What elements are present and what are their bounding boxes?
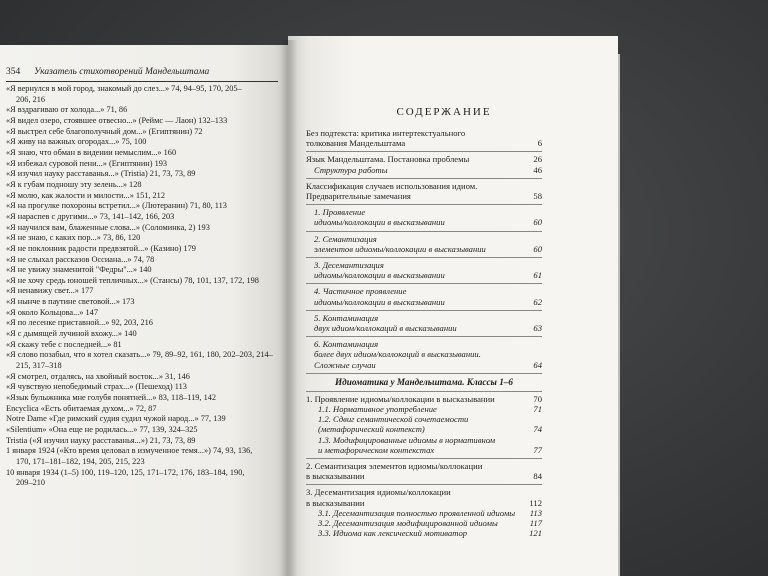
toc-entry-page: 121 [529,528,542,539]
index-entry: Tristia («Я изучил науку расставанья...») 21, 73, 73, 89 [6,435,196,445]
index-entry: «Я нараспев с другими...» 73, 141–142, 166, 203 [6,211,175,221]
index-entry: 170, 171–181–182, 194, 205, 215, 223 [16,456,145,466]
index-entry: «Я на прогулке похороны встретил...» (Лютеранин) 71, 80, 113 [6,201,227,211]
table-of-contents [306,128,542,539]
divider [306,484,542,485]
toc-entry-text: Предварительные замечания [306,191,411,202]
toc-entry-page: 6 [537,138,542,149]
toc-entry-text: (метафорический контекст) [318,424,425,435]
index-entry: «Я живу на важных огородах...» 75, 100 [6,137,147,147]
divider [306,204,542,205]
toc-entry-text: толкования Мандельштама [306,138,406,149]
index-entry: «Я выстрел себе благополучный дом...» (Египтянин) 72 [6,126,203,136]
toc-entry [306,181,542,191]
toc-entry-page: 60 [533,243,542,254]
toc-entry-page: 62 [533,296,542,307]
toc-entry-text: более двух идиом/коллокаций в высказывании. [314,349,481,360]
toc-entry-text: 3.3. Идиома как лексический мотиватор [318,528,468,539]
index-entry: «Я видел озеро, стоявшее отвесно...» (Реймс — Лаон) 132–133 [6,115,228,125]
toc-entry-page: 64 [533,359,542,370]
index-entry: «Я около Кольцова...» 147 [6,307,98,317]
toc-entry [306,498,542,508]
toc-entry-text: 2. Семантизация элементов идиомы/коллокации [306,461,483,472]
index-entry: «Я молю, как жалости и милости...» 151, 212 [6,190,165,200]
toc-entry-page: 77 [533,444,542,455]
toc-entry-text: 3.1. Десемантизация полностью проявленной идиомы [318,507,516,518]
toc-entry [306,349,542,359]
index-entry: Notre Dame «Где римский судия судил чужой народ...» 77, 139 [6,414,226,424]
index-entry: «Я изучил науку расставанья...» (Tristia) 21, 73, 73, 89 [6,169,196,179]
toc-entry-text: 3. Десемантизация идиомы/коллокации [306,487,451,498]
toc-entry-text: идиомы/коллокации в высказывании [314,296,445,307]
toc-entry [306,404,542,414]
poem-index-list [6,84,280,489]
toc-entry-page: 46 [533,164,542,175]
index-entry: «Я скажу тебе с последней...» 81 [6,339,122,349]
left-running-title: Указатель стихотворений Мандельштама [34,67,210,77]
toc-entry [306,518,542,528]
toc-entry-page: 112 [529,497,542,508]
index-entry: «Я не слыхал рассказов Оссиана...» 74, 78 [6,254,155,264]
divider [306,336,542,337]
toc-entry-text: элементов идиомы/коллокации в высказывании [314,243,486,254]
toc-entry [306,508,542,518]
divider [306,151,542,152]
toc-entry [306,461,542,471]
toc-entry [306,528,542,538]
toc-entry [306,339,542,349]
toc-entry [306,154,542,164]
index-entry: «Я смотрел, отдалясь, на хвойный восток...» 31, 146 [6,371,190,381]
toc-entry-text: 3.2. Десемантизация модифицированной идиомы [318,518,498,529]
toc-entry [306,445,542,455]
toc-entry-text: Без подтекста: критика интертекстуального [306,128,466,138]
toc-entry-text: идиомы/коллокации в высказывании [314,270,445,281]
index-entry: «Я научился вам, блаженные слова...» (Соломинка, 2) 193 [6,222,210,232]
index-entry: «Я по лесенке приставной...» 92, 203, 216 [6,318,153,328]
divider [306,231,542,232]
toc-entry [306,487,542,497]
toc-entry-text: 6. Контаминация [314,339,379,350]
toc-entry [306,234,542,244]
index-entry: 209–210 [16,478,46,488]
toc-entry-text: 1.3. Модифицированные идиомы в нормативном [318,434,496,445]
toc-entry-text: Сложные случаи [314,359,376,370]
toc-entry [306,360,542,370]
toc-entry-text: 4. Частичное проявление [314,286,407,297]
toc-entry-page: 58 [533,191,542,202]
toc-entry [306,260,542,270]
toc-entry-text: идиомы/коллокации в высказывании [314,217,445,228]
divider [306,178,542,179]
index-entry: 1 января 1924 («Кто время целовал в измученное темя...») 74, 93, 136, [6,446,253,456]
index-entry: 10 января 1934 (1–5) 100, 119–120, 125, 171–172, 176, 183–184, 190, [6,467,245,477]
toc-entry-text: в высказывании [306,471,365,482]
toc-entry-text: 1.1. Нормативное употребление [318,404,437,415]
toc-entry [306,270,542,280]
book-gutter [280,40,298,576]
toc-entry [306,138,542,148]
toc-entry [306,165,542,175]
toc-entry [306,191,542,201]
index-entry: «Я не поклонник радости предвзятой...» (Казино) 179 [6,243,196,253]
toc-entry [306,435,542,445]
toc-entry-page: 71 [533,404,542,415]
index-entry: «Я вздрагиваю от холода...» 71, 86 [6,105,128,115]
toc-entry [306,207,542,217]
toc-entry [306,313,542,323]
toc-entry-text: в высказывании [306,497,365,508]
toc-entry [306,471,542,481]
toc-entry-text: Классификация случаев использования идиом. [306,180,478,191]
toc-entry-text: 5. Контаминация [314,312,379,323]
index-entry: «Я чувствую непобедимый страх...» (Пешеход) 113 [6,382,187,392]
index-entry: «Я не хочу средь юношей тепличных...» (Стансы) 78, 101, 137, 172, 198 [6,275,259,285]
toc-part-heading: Идиоматика у Мандельштама. Классы 1–6 [335,376,513,387]
divider [306,373,542,374]
toc-entry-text: 1. Проявление идиомы/коллокации в высказывании [306,393,495,404]
index-entry: «Я не знаю, с каких пор...» 73, 86, 120 [6,233,141,243]
toc-entry-text: 1. Проявление [314,207,366,218]
toc-entry-page: 60 [533,217,542,228]
toc-entry-page: 74 [533,424,542,435]
divider [306,391,542,392]
toc-entry-page: 63 [533,323,542,334]
toc-entry-text: двух идиом/коллокаций в высказывании [314,323,457,334]
toc-entry-text: 3. Десемантизация [314,260,384,271]
index-entry: «Я избежал суровой пени...» (Египтянин) 193 [6,158,168,168]
index-entry: «Я нынче в паутине световой...» 173 [6,297,135,307]
left-running-header [6,67,278,82]
index-entry: «Язык булыжника мне голубя понятней...» 83, 118–119, 142 [6,393,217,403]
toc-entry-page: 113 [529,507,542,518]
toc-entry [306,323,542,333]
toc-entry [306,297,542,307]
index-entry: «Я ненавижу свет...» 177 [6,286,94,296]
index-entry: «Я слово позабыл, что я хотел сказать...» 79, 89–92, 161, 180, 202–203, 214– [6,350,273,360]
index-entry: 206, 216 [16,94,46,104]
toc-entry-text: 2. Семантизация [314,233,377,244]
divider [306,458,542,459]
toc-entry-text: Язык Мандельштама. Постановка проблемы [306,154,470,165]
toc-entry-text: Структура работы [314,164,388,175]
divider [306,310,542,311]
toc-entry-page: 26 [533,154,542,165]
index-entry: Encyclica «Есть обитаемая духом...» 72, 87 [6,403,157,413]
toc-entry [306,128,542,138]
toc-entry-page: 117 [529,518,542,529]
index-entry: «Я вернулся в мой город, знакомый до слез...» 74, 94–95, 170, 205– [6,84,242,93]
index-entry: «Я к губам подношу эту зелень...» 128 [6,179,142,189]
toc-entry-page: 61 [533,270,542,281]
index-entry: 215, 317–318 [16,361,62,371]
toc-entry [306,244,542,254]
index-entry: «Я знаю, что обман в видении немыслим...» 160 [6,147,177,157]
toc-entry [306,286,542,296]
toc-entry-text: 1.2. Сдвиг семантической сочетаемости [318,414,469,425]
toc-entry [306,414,542,424]
toc-title: СОДЕРЖАНИЕ [396,106,492,118]
left-page-number: 354 [6,67,21,77]
toc-entry [306,217,542,227]
toc-entry-page: 70 [533,393,542,404]
toc-entry-page: 84 [533,471,542,482]
divider [306,283,542,284]
index-entry: «Silentium» «Она еще не родилась...» 77, 139, 324–325 [6,425,198,434]
toc-entry [306,424,542,434]
index-entry: «Я с дымящей лучиной вхожу...» 140 [6,329,137,339]
divider [306,257,542,258]
index-entry: «Я не увижу знаменитой "Федры"...» 140 [6,265,152,275]
toc-entry [306,394,542,404]
toc-entry-text: и метафорическом контекстах [318,444,435,455]
